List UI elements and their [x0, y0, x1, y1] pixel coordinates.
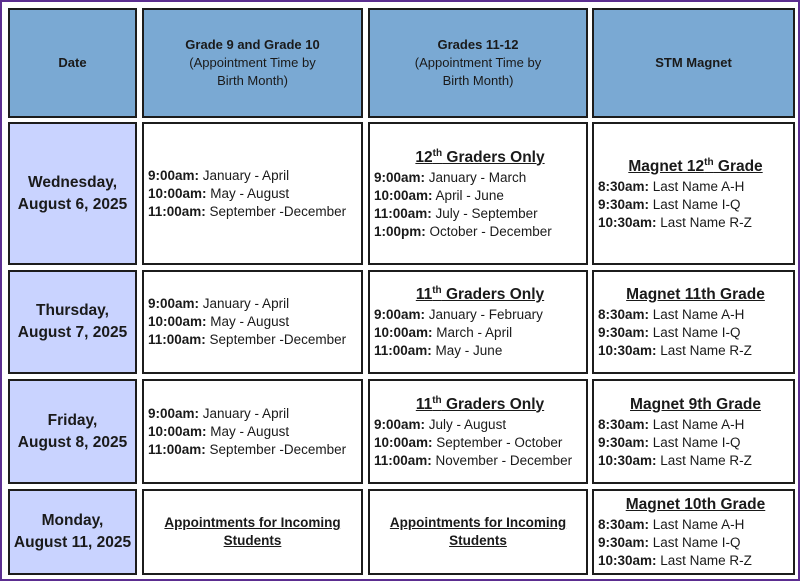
cell-title: Magnet 11th Grade [626, 286, 765, 303]
cell-title: Magnet 10th Grade [625, 496, 766, 513]
grades-11-12-cell [368, 489, 588, 575]
grade-9-10-cell [142, 270, 363, 374]
grade-9-10-cell [142, 379, 363, 484]
time-slot: 9:00am: January - March [374, 169, 527, 185]
time-slot: 9:00am: January - February [374, 307, 543, 322]
date-full: August 6, 2025 [17, 195, 128, 213]
grades-11-12-cell [368, 379, 588, 484]
grade-9-10-cell [142, 122, 363, 265]
time-slot: 10:30am: Last Name R-Z [598, 214, 752, 230]
time-slot: 10:00am: May - August [148, 185, 290, 201]
header-date [8, 8, 137, 118]
time-slot: 11:00am: September -December [148, 441, 347, 457]
incoming-students-text: Students [223, 533, 282, 548]
header-grade-9-10 [142, 8, 363, 118]
time-slot: 11:00am: September -December [148, 203, 347, 219]
time-slot: 11:00am: September -December [148, 332, 347, 347]
date-full: August 7, 2025 [17, 324, 128, 341]
time-slot: 9:30am: Last Name I-Q [598, 434, 741, 450]
time-slot: 11:00am: July - September [374, 205, 538, 221]
time-slot: 9:00am: January - April [148, 405, 290, 421]
grade-9-10-cell [142, 489, 363, 575]
header-date-label: Date [58, 55, 87, 70]
header-grades-11-12 [368, 8, 588, 118]
time-slot: 9:30am: Last Name I-Q [598, 535, 741, 550]
cell-title: 11th Graders Only [415, 284, 545, 303]
time-slot: 8:30am: Last Name A-H [598, 307, 745, 322]
time-slot: 9:00am: July - August [374, 416, 507, 432]
time-slot: 9:00am: January - April [148, 167, 290, 183]
header-stm-magnet [592, 8, 795, 118]
date-day: Thursday, [36, 302, 109, 319]
header-grade-9-10-sub2: Birth Month) [217, 73, 288, 88]
header-grade-9-10-sub1: (Appointment Time by [189, 55, 316, 70]
stm-magnet-cell [592, 122, 795, 265]
date-day: Monday, [41, 512, 104, 529]
stm-magnet-cell [592, 270, 795, 374]
time-slot: 10:00am: May - August [148, 423, 290, 439]
grades-11-12-cell [368, 270, 588, 374]
header-stm-magnet-label: STM Magnet [655, 55, 732, 70]
header-grades-11-12-sub1: (Appointment Time by [414, 55, 542, 70]
header-grades-11-12-title: Grades 11-12 [437, 37, 519, 52]
cell-title: 11th Graders Only [415, 394, 545, 413]
time-slot: 10:30am: Last Name R-Z [598, 553, 752, 568]
date-cell-monday [8, 489, 137, 575]
time-slot: 8:30am: Last Name A-H [598, 517, 745, 532]
date-full: August 8, 2025 [17, 433, 128, 451]
time-slot: 8:30am: Last Name A-H [598, 178, 745, 194]
time-slot: 10:30am: Last Name R-Z [598, 343, 752, 358]
time-slot: 10:30am: Last Name R-Z [598, 452, 752, 468]
date-cell-thursday [8, 270, 137, 374]
time-slot: 10:00am: May - August [148, 314, 290, 329]
time-slot: 8:30am: Last Name A-H [598, 416, 745, 432]
cell-title: 12th Graders Only [415, 147, 545, 166]
date-cell-wednesday [8, 122, 137, 265]
time-slot: 10:00am: September - October [374, 434, 563, 450]
date-cell-friday [8, 379, 137, 484]
cell-title: Magnet 9th Grade [630, 395, 761, 413]
grades-11-12-cell [368, 122, 588, 265]
time-slot: 10:00am: April - June [374, 187, 504, 203]
incoming-students-text: Appointments for Incoming [389, 515, 567, 530]
header-grades-11-12-sub2: Birth Month) [442, 73, 514, 88]
stm-magnet-cell [592, 489, 795, 575]
stm-magnet-cell [592, 379, 795, 484]
time-slot: 11:00am: May - June [374, 343, 503, 358]
header-grade-9-10-title: Grade 9 and Grade 10 [185, 37, 320, 52]
time-slot: 9:30am: Last Name I-Q [598, 196, 741, 212]
cell-title: Magnet 12th Grade [628, 156, 763, 175]
date-day: Wednesday, [27, 173, 117, 191]
time-slot: 11:00am: November - December [374, 452, 573, 468]
time-slot: 10:00am: March - April [374, 325, 513, 340]
date-full: August 11, 2025 [13, 534, 132, 551]
incoming-students-text: Students [449, 533, 507, 548]
time-slot: 9:30am: Last Name I-Q [598, 325, 741, 340]
date-day: Friday, [47, 411, 98, 429]
time-slot: 1:00pm: October - December [374, 223, 552, 239]
incoming-students-text: Appointments for Incoming [164, 515, 341, 530]
time-slot: 9:00am: January - April [148, 296, 290, 311]
